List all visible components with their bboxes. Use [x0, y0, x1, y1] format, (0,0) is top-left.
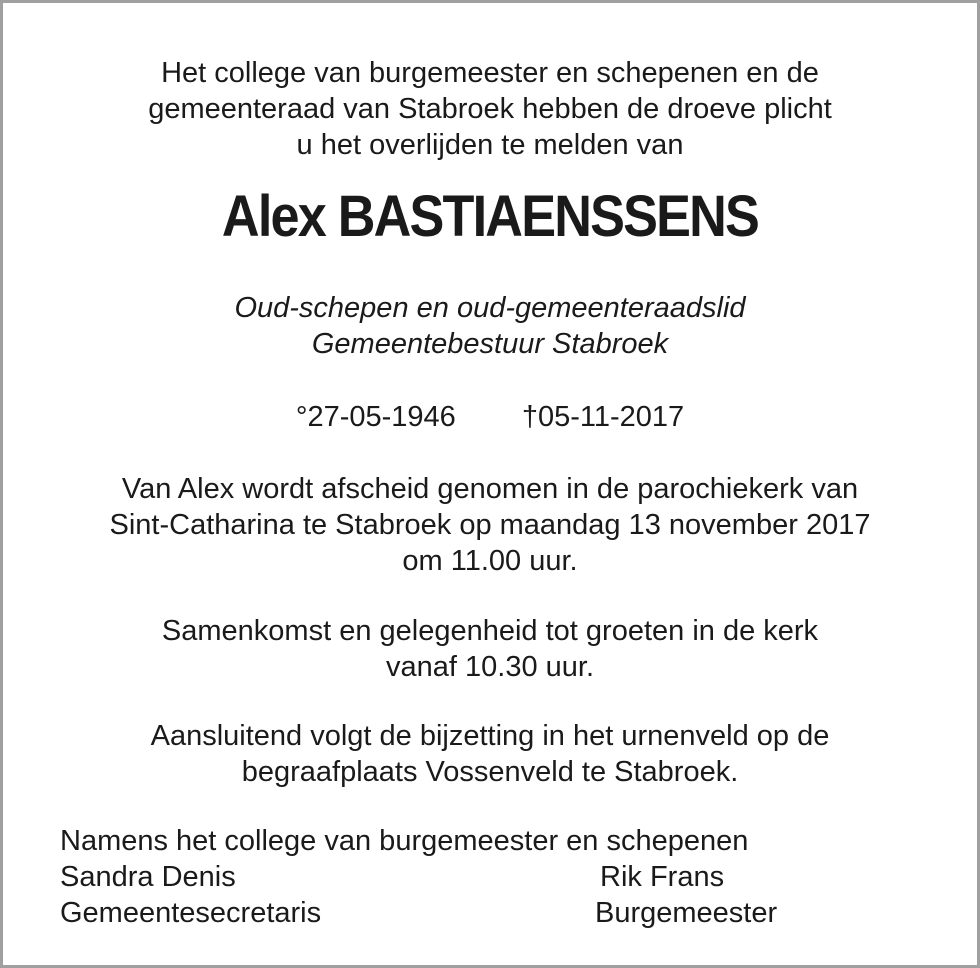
gathering-line-2: vanaf 10.30 uur.	[386, 651, 594, 683]
signatory-right-name: Rik Frans	[600, 861, 725, 893]
farewell-line-3: om 11.00 uur.	[402, 545, 578, 577]
role-line-1: Oud-schepen en oud-gemeenteraadslid	[234, 292, 746, 324]
signatory-left-title: Gemeentesecretaris	[60, 897, 322, 929]
farewell-paragraph	[3, 471, 977, 579]
farewell-line-1: Van Alex wordt afscheid genomen in de parochiekerk van	[121, 473, 859, 505]
intro-line-3: u het overlijden te melden van	[296, 129, 684, 161]
role-line-2: Gemeentebestuur Stabroek	[311, 328, 669, 360]
signatory-left-name: Sandra Denis	[60, 861, 236, 893]
gathering-line-1: Samenkomst en gelegenheid tot groeten in de kerk	[161, 615, 819, 647]
farewell-line-2: Sint-Catharina te Stabroek op maandag 13 november 2017	[109, 509, 871, 541]
intro-paragraph	[3, 55, 977, 163]
birth-date: °27-05-1946	[295, 401, 456, 433]
burial-line-1: Aansluitend volgt de bijzetting in het urnenveld op de	[150, 720, 830, 752]
death-date: †05-11-2017	[521, 401, 685, 433]
burial-line-2: begraafplaats Vossenveld te Stabroek.	[241, 756, 739, 788]
intro-line-2: gemeenteraad van Stabroek hebben de droeve plicht	[148, 93, 832, 125]
signature-heading: Namens het college van burgemeester en schepenen	[60, 825, 749, 857]
gathering-paragraph	[3, 613, 977, 685]
burial-paragraph	[3, 718, 977, 790]
deceased-name: Alex BASTIAENSSENS	[221, 184, 759, 249]
signatory-right-title: Burgemeester	[595, 897, 778, 929]
life-dates	[3, 399, 977, 435]
intro-line-1: Het college van burgemeester en schepenen en de	[161, 57, 819, 89]
role-paragraph	[3, 290, 977, 362]
